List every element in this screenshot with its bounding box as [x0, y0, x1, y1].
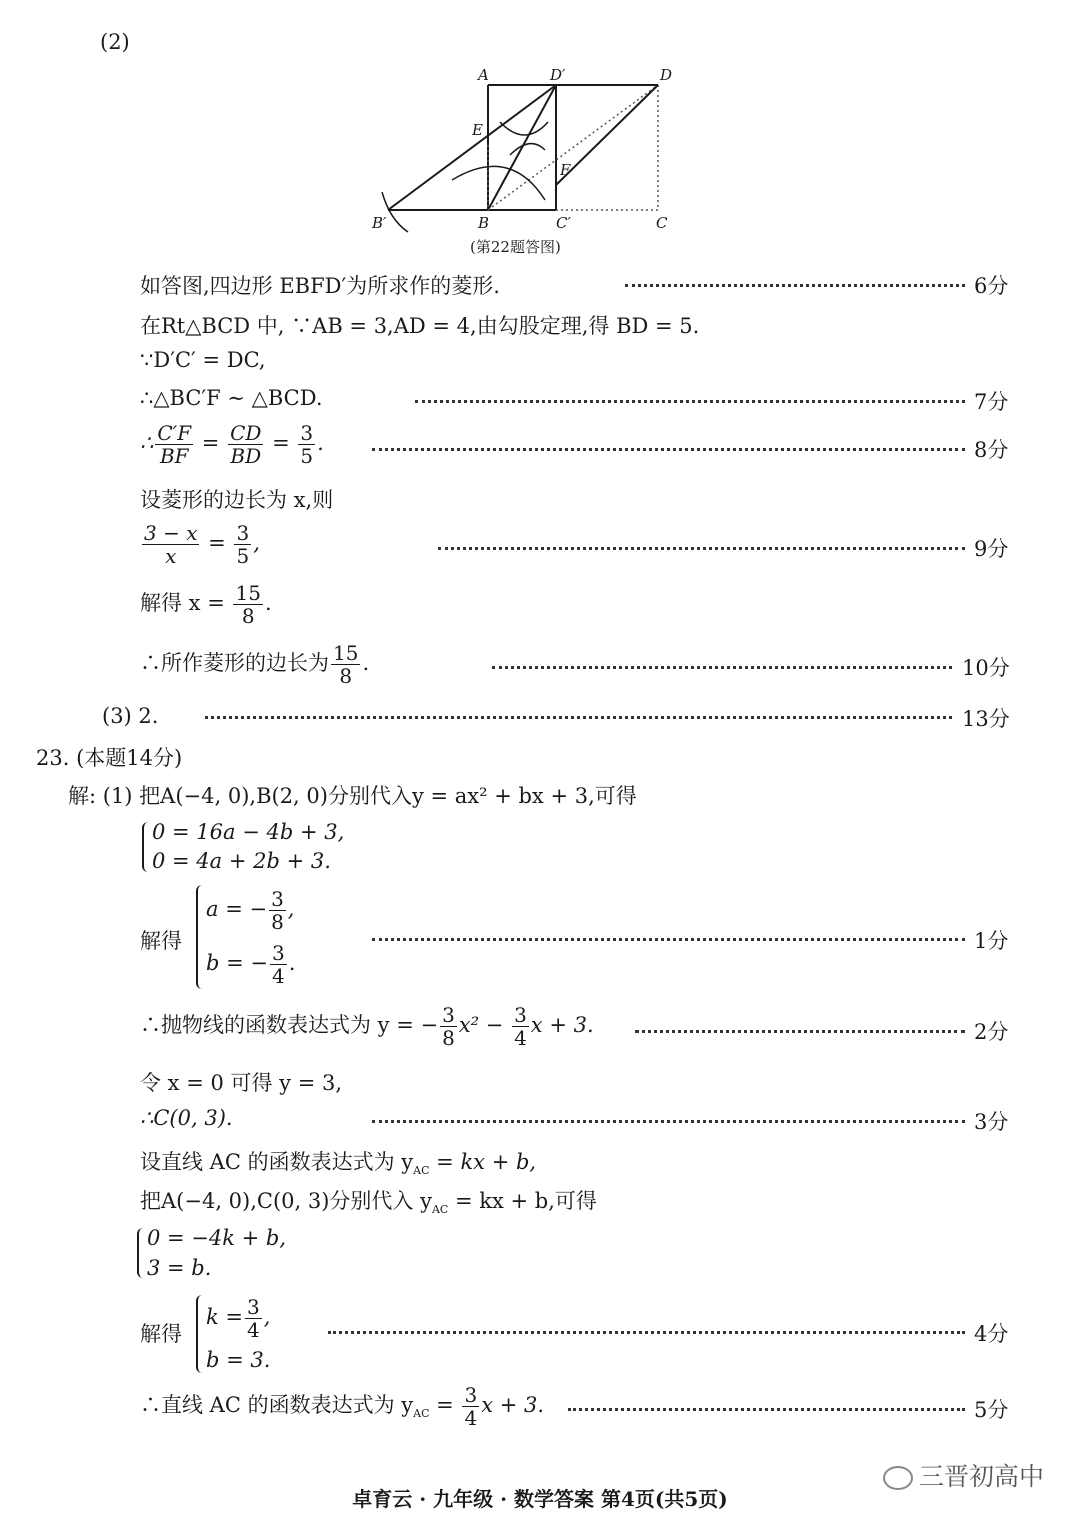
- score: 13分: [962, 707, 1010, 731]
- dots: [625, 284, 965, 287]
- brace: [196, 1295, 206, 1373]
- line-let-x: 设菱形的边长为 x,则: [140, 488, 334, 512]
- line-pythagoras: 在Rt△BCD 中, ∵AB = 3,AD = 4,由勾股定理,得 BD = 5.: [140, 314, 700, 338]
- dots: [205, 716, 952, 719]
- dots: [372, 938, 965, 941]
- label-C-prime: C′: [556, 214, 571, 232]
- dots: [328, 1331, 965, 1334]
- label-C: C: [656, 214, 668, 232]
- line-substitute-ac: 把A(−4, 0),C(0, 3)分别代入 $y_{AC}$ = kx + b,可得: [140, 1189, 597, 1217]
- point-c: ∴C(0, 3).: [140, 1106, 233, 1130]
- dots: [635, 1030, 965, 1033]
- watermark: 三晋初高中: [883, 1457, 1044, 1493]
- system2-eq2: 3 = b.: [147, 1256, 212, 1280]
- label-D: D: [660, 66, 673, 84]
- label-F: F: [560, 161, 571, 179]
- score: 10分: [962, 656, 1010, 680]
- brace: [142, 822, 152, 872]
- line-part3: (3) 2.: [102, 704, 159, 728]
- dots: [438, 547, 965, 550]
- solve-label-2: 解得: [140, 1322, 182, 1346]
- figure-caption: (第22题答图): [470, 238, 561, 256]
- score: 5分: [974, 1398, 1009, 1422]
- system1-eq2: 0 = 4a + 2b + 3.: [152, 849, 331, 873]
- brace: [137, 1228, 147, 1278]
- score: 6分: [974, 274, 1009, 298]
- wechat-icon: [883, 1466, 913, 1490]
- dots: [492, 666, 952, 669]
- dots: [372, 1120, 965, 1123]
- line-ac-setup: 设直线 AC 的函数表达式为 $y_{AC}$ = kx + b,: [140, 1150, 537, 1178]
- q23-title: 23. (本题14分): [36, 746, 183, 770]
- label-B-prime: B′: [372, 214, 387, 232]
- parabola-expression: ∴抛物线的函数表达式为 y = − $\frac{3}{8}$ x² − $\frac{3}{4}$ x + 3.: [140, 1003, 594, 1050]
- score: 2分: [974, 1020, 1009, 1044]
- dots: [372, 448, 965, 451]
- line-ratio: ∴ $\frac{C'F}{BF}$ = $\frac{CD}{BD}$ = $\frac{3}{5}$ .: [140, 421, 324, 468]
- label-B: B: [478, 214, 490, 232]
- label-E: E: [472, 121, 483, 139]
- line-similar: ∴△BC′F ∼ △BCD.: [140, 386, 323, 410]
- page-footer: 卓育云 · 九年级 · 数学答案 第4页(共5页): [352, 1487, 728, 1511]
- solve-label: 解得: [140, 929, 182, 953]
- q23-substitute: 解: (1) 把A(−4, 0),B(2, 0)分别代入y = ax² + bx + 3,可得: [68, 784, 637, 808]
- score: 7分: [974, 390, 1009, 414]
- dots: [415, 400, 965, 403]
- score: 1分: [974, 929, 1009, 953]
- dots: [568, 1408, 965, 1411]
- solution-b2: b = 3.: [206, 1348, 271, 1372]
- line-solve-x: 解得 x = $\frac{15}{8}$ .: [140, 581, 272, 628]
- part-2-label: (2): [100, 30, 130, 54]
- score: 3分: [974, 1110, 1009, 1134]
- solution-a: a = − $\frac{3}{8}$ ,: [206, 887, 295, 934]
- line-dc-equal: ∵D′C′ = DC,: [140, 348, 266, 372]
- solution-b: b = − $\frac{3}{4}$ .: [206, 941, 296, 988]
- geometry-figure: [360, 60, 700, 260]
- score: 9分: [974, 537, 1009, 561]
- system1-eq1: 0 = 16a − 4b + 3,: [152, 820, 345, 844]
- line-let-x0: 令 x = 0 可得 y = 3,: [140, 1071, 343, 1095]
- line-side-length: ∴所作菱形的边长为 $\frac{15}{8}$ .: [140, 641, 370, 688]
- label-D-prime: D′: [550, 66, 566, 84]
- line-rhombus-statement: 如答图,四边形 EBFD′为所求作的菱形.: [140, 274, 500, 298]
- score: 8分: [974, 438, 1009, 462]
- brace: [196, 885, 206, 989]
- system2-eq1: 0 = −4k + b,: [147, 1226, 287, 1250]
- label-A: A: [478, 66, 489, 84]
- ac-expression: ∴直线 AC 的函数表达式为 $y_{AC}$ = $\frac{3}{4}$ x + 3.: [140, 1383, 545, 1430]
- line-equation: $\frac{3 - x}{x}$ = $\frac{3}{5}$ ,: [144, 521, 260, 568]
- score: 4分: [974, 1322, 1009, 1346]
- solution-k: k = $\frac{3}{4}$ ,: [206, 1295, 271, 1342]
